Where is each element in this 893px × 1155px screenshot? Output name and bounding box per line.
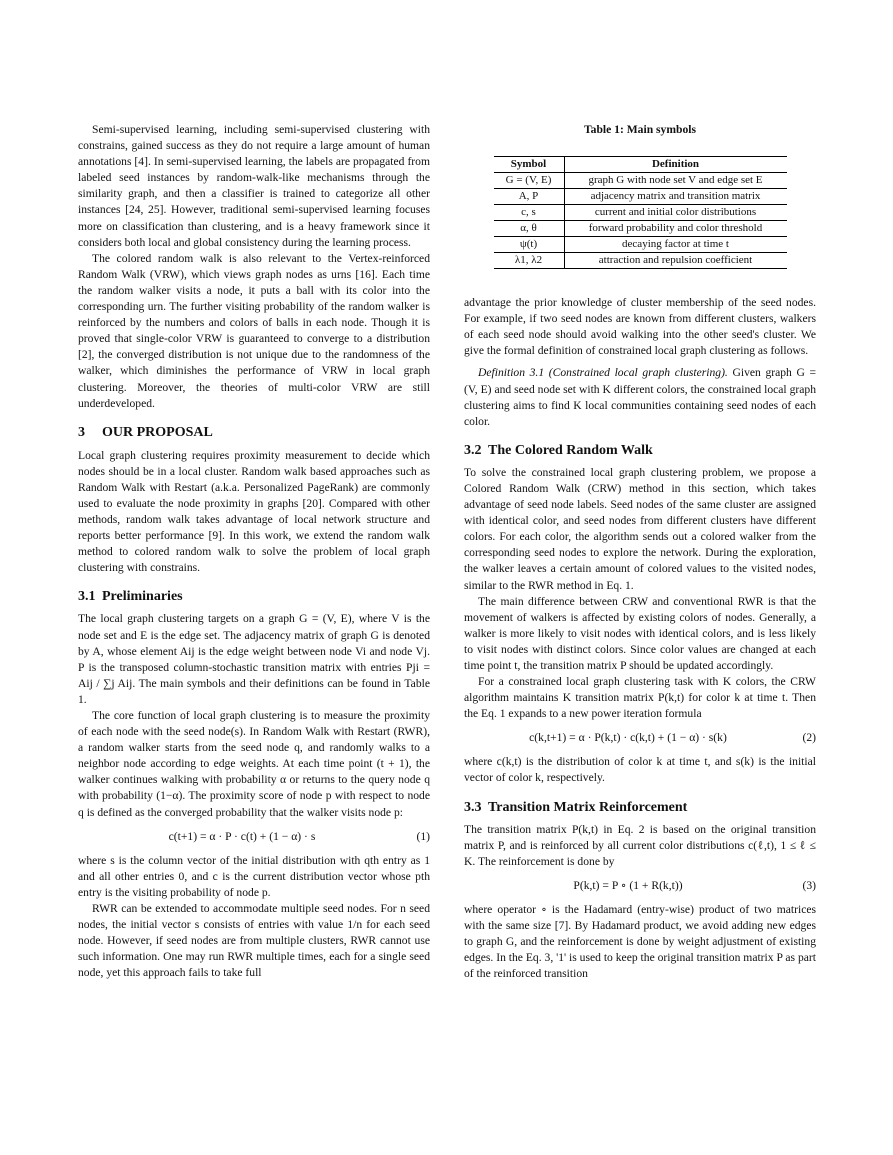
section-heading-3-1 — [78, 588, 430, 606]
equation-3 — [464, 877, 816, 895]
table-row — [494, 253, 787, 269]
right-column — [464, 122, 816, 982]
table-caption: Table 1: Main symbols — [584, 123, 696, 136]
table-row — [494, 221, 787, 237]
equation-number: (1) — [416, 829, 430, 843]
equation-number: (2) — [802, 731, 816, 745]
equation-2 — [464, 729, 816, 747]
symbol-cell: λ1, λ2 — [494, 253, 565, 269]
definition-cell: attraction and repulsion coefficient — [564, 253, 787, 269]
definition-cell: adjacency matrix and transition matrix — [564, 189, 787, 205]
paragraph-tmr-2: where operator ∘ is the Hadamard (entry-wise) product of two matrices with the same size [7]. By Hadamard product, we avoid adding new edges to graph G, and the reinforcement is done by weight adjustment of existing edges. In the Eq. 3, '1' is used to keep the original transition matrix P as part of the reinforced transition — [464, 902, 816, 981]
symbol-cell: α, θ — [494, 221, 565, 237]
table-row — [494, 189, 787, 205]
table-row — [494, 205, 787, 221]
definition-cell: graph G with node set V and edge set E — [564, 173, 787, 189]
section-heading-3 — [78, 424, 430, 442]
definition-cell: decaying factor at time t — [564, 237, 787, 253]
table-header-row — [494, 157, 787, 173]
table-row — [494, 237, 787, 253]
section-title: The Colored Random Walk — [488, 442, 653, 458]
section-title: Preliminaries — [102, 589, 183, 605]
symbol-cell: c, s — [494, 205, 565, 221]
section-title: Transition Matrix Reinforcement — [488, 799, 688, 815]
equation-body: c(k,t+1) = α · P(k,t) · c(k,t) + (1 − α) · s(k) — [529, 731, 727, 745]
symbol-cell: G = (V, E) — [494, 173, 565, 189]
left-column — [78, 122, 430, 981]
equation-1 — [78, 828, 430, 846]
symbol-cell: A, P — [494, 189, 565, 205]
paragraph-related-work-1: Semi-supervised learning, including semi-supervised clustering with constrains, gained success as they do not require a large amount of human annotations [4]. In semi-supervised learning, the labels are propagated from labeled seed instances by random-walk-like mechanisms through the similarity graph, and then a classifier is trained to categorize all other instances [24, 25]. However, traditional semi-supervised learning focuses more on classification than clustering, and is a heavy framework since it considers both local and global consistency during the learning process. — [78, 123, 430, 249]
paragraph-preliminaries-2: The core function of local graph clustering is to measure the proximity of each node with the seed node(s). In Random Walk with Restart (RWR), a random walker starts from the seed node q, and randomly walks to a neighbor node according to edge weights. At each time point (t + 1), the walker continues walking with probability α or returns to the query node q with probability (1−α). The proximity score of node p with respect to node q is defined as the converged probability that the walker visits node p: — [78, 709, 430, 819]
section-number: 3 — [78, 424, 85, 440]
paragraph-related-work-2: The colored random walk is also relevant to the Vertex-reinforced Random Walk (VRW), which views graph nodes as urns [16]. Each time the random walker visits a node, it puts a ball with its color into the corresponding urn. The further visiting probability of the random walker is reinforced by the numbers and colors of balls in each node. Though it is proved that single-color VRW is guaranteed to converge to a distribution [2], the converged distribution is not unique due to the randomness of the walker, which diminishes the performance of VRW in local graph clustering. Moreover, the theories of multi-color VRW are still underdeveloped. — [78, 251, 430, 410]
equation-body: P(k,t) = P ∘ (1 + R(k,t)) — [573, 878, 683, 892]
symbols-table — [494, 156, 787, 269]
paragraph-crw-2: The main difference between CRW and conventional RWR is that the movement of walkers is affected by existing colors of nodes. Generally, a walker is more likely to visit nodes with identical colors, and is less likely to visit nodes with distinct colors. Since color values are changed at each time point t, the transition matrix P should be updated accordingly. — [464, 594, 816, 672]
symbol-cell: ψ(t) — [494, 237, 565, 253]
table-header-cell: Symbol — [494, 157, 565, 173]
section-heading-3-2 — [464, 442, 816, 460]
table-header-cell: Definition — [564, 157, 787, 173]
definition-cell: current and initial color distributions — [564, 205, 787, 221]
paragraph-preliminaries-3: where s is the column vector of the initial distribution with qth entry as 1 and all other entries 0, and c is the current distribution vector whose pth entry is the visiting probability of node p. — [78, 853, 430, 899]
section-number: 3.2 — [464, 442, 482, 458]
section-number: 3.3 — [464, 799, 482, 815]
paragraph-preliminaries-1: The local graph clustering targets on a graph G = (V, E), where V is the node set and E is the edge set. The adjacency matrix of graph G is denoted by A, whose element Aij is the edge weight between node Vi and node Vj. P is the transposed column-stochastic transition matrix with entries Pji = Aij / ∑j Aij. The main symbols and their definitions can be found in Table 1. — [78, 612, 430, 706]
table-row — [494, 173, 787, 189]
paragraph-proposal: Local graph clustering requires proximity measurement to decide which nodes should be in a local cluster. Random walk based approaches such as Random Walk with Restart (a.k.a. Personalized PageRank) are commonly used to evaluate the node proximity in graphs [20]. Compared with other methods, random walk takes advantage of local network structure and reports better performance [9]. In this work, we extend the random walk method to colored random walk to solve the problem of local graph clustering with constrains. — [78, 448, 430, 575]
definition-3-1 — [464, 365, 816, 429]
equation-number: (3) — [802, 878, 816, 892]
section-title: OUR PROPOSAL — [102, 424, 213, 440]
definition-body: Given graph G = (V, E) and seed node set with K different colors, the constrained local graph clustering aims to find K local communities containing seed nodes of each color. — [464, 366, 817, 428]
paragraph-crw-3: For a constrained local graph clustering task with K colors, the CRW algorithm maintains K transition matrix P(k,t) for color k at time t. Then the Eq. 1 expands to a new power iteration formula — [464, 675, 816, 721]
paragraph-crw-4: where c(k,t) is the distribution of color k at time t, and s(k) is the initial vector of color k, respectively. — [464, 755, 816, 785]
paragraph-continued: advantage the prior knowledge of cluster membership of the seed nodes. For example, if two seed nodes are known from different clusters, walkers of each seed node should avoid walking into the other seed's cluster. We give the formal definition of constrained local graph clustering as follows. — [464, 296, 816, 358]
section-heading-3-3 — [464, 799, 816, 817]
definition-title: Definition 3.1 (Constrained local graph clustering). — [478, 366, 728, 380]
paragraph-crw-1: To solve the constrained local graph clustering problem, we propose a Colored Random Walk (CRW) method in this section, which takes advantage of seed node labels. Seed nodes of the same cluster are assigned with identical color, and seed nodes from different clusters have different colors. For each color, the algorithm sends out a colored walker from the corresponding seed nodes to explore the network. During the exploration, the walker leaves a certain amount of colored values to the visited nodes, similar to the RWR method in Eq. 1. — [464, 465, 816, 592]
paragraph-preliminaries-4: RWR can be extended to accommodate multiple seed nodes. For n seed nodes, the initial vector s consists of entries with value 1/n for each seed node. However, if seed nodes are from multiple clusters, RWR cannot use such information. One may run RWR multiple times, each for a single seed node, yet this approach fails to take full — [78, 901, 430, 980]
section-number: 3.1 — [78, 589, 96, 605]
paragraph-tmr-1: The transition matrix P(k,t) in Eq. 2 is based on the original transition matrix P, and is reinforced by all current color distributions c(ℓ,t), 1 ≤ ℓ ≤ K. The reinforcement is done by — [464, 822, 816, 868]
equation-body: c(t+1) = α · P · c(t) + (1 − α) · s — [168, 829, 316, 843]
definition-cell: forward probability and color threshold — [564, 221, 787, 237]
